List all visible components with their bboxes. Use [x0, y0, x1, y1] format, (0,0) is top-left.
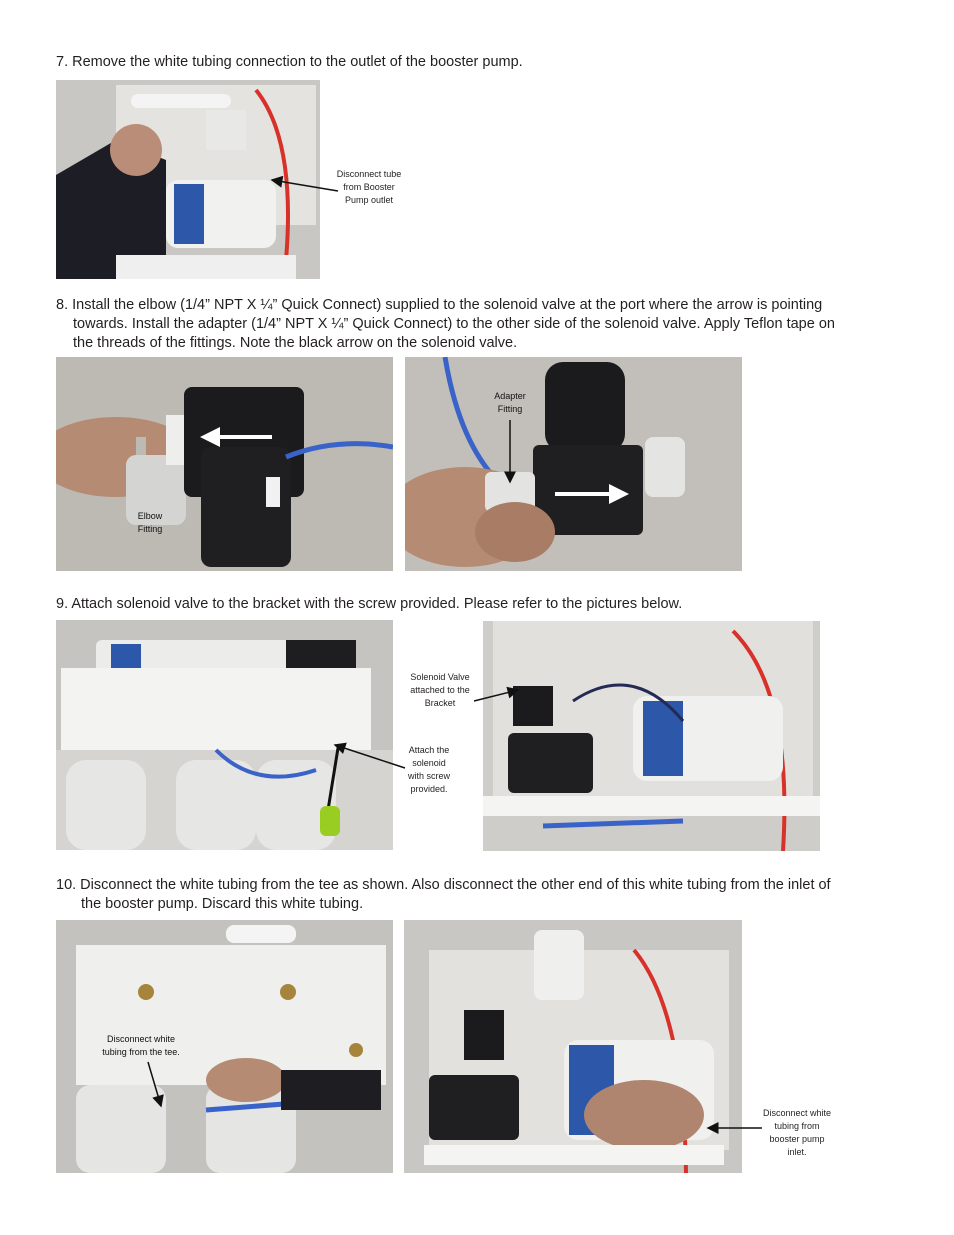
step-7-instruction: 7. Remove the white tubing connection to the outlet of the booster pump. — [56, 54, 523, 70]
photo-step8-adapter-fitting — [405, 357, 742, 571]
callout-adapter-fitting: Adapter Fitting — [494, 391, 526, 414]
step-8-line-1: 8. Install the elbow (1/4” NPT X ¼” Quick Connect) supplied to the solenoid valve at the port where the arrow is pointing — [56, 297, 823, 313]
callout-elbow-fitting: Elbow Fitting — [137, 511, 163, 534]
callout-disconnect-pump-inlet: Disconnect white tubing from booster pump inlet. — [762, 1108, 832, 1157]
step-10-line-1: 10. Disconnect the white tubing from the tee as shown. Also disconnect the other end of this white tubing from the inlet of — [56, 877, 831, 893]
callout-disconnect-pump-outlet: Disconnect tube from Booster Pump outlet — [336, 169, 402, 205]
photo-step8-elbow-fitting — [56, 357, 393, 571]
photo-step10-pump-inlet — [404, 920, 742, 1173]
step-10-instruction — [56, 876, 831, 914]
callout-attach-with-screw: Attach the solenoid with screw provided. — [407, 745, 450, 794]
callout-solenoid-attached: Solenoid Valve attached to the Bracket — [410, 672, 470, 708]
step-8-line-3: the threads of the fittings. Note the black arrow on the solenoid valve. — [73, 335, 518, 351]
callout-disconnect-from-tee: Disconnect white tubing from the tee. — [102, 1034, 180, 1057]
photo-step9-solenoid-on-bracket — [483, 621, 820, 851]
photo-step9-bracket-screw — [56, 620, 393, 850]
photo-step7-pump-outlet — [56, 80, 320, 279]
step-9-instruction: 9. Attach solenoid valve to the bracket with the screw provided. Please refer to the pictures below. — [56, 596, 683, 612]
step-8-instruction — [56, 296, 835, 353]
step-8-line-2: towards. Install the adapter (1/4” NPT X ¼” Quick Connect) to the other side of the solenoid valve. Apply Teflon tape on — [73, 316, 835, 332]
step-10-line-2: the booster pump. Discard this white tubing. — [81, 896, 364, 912]
